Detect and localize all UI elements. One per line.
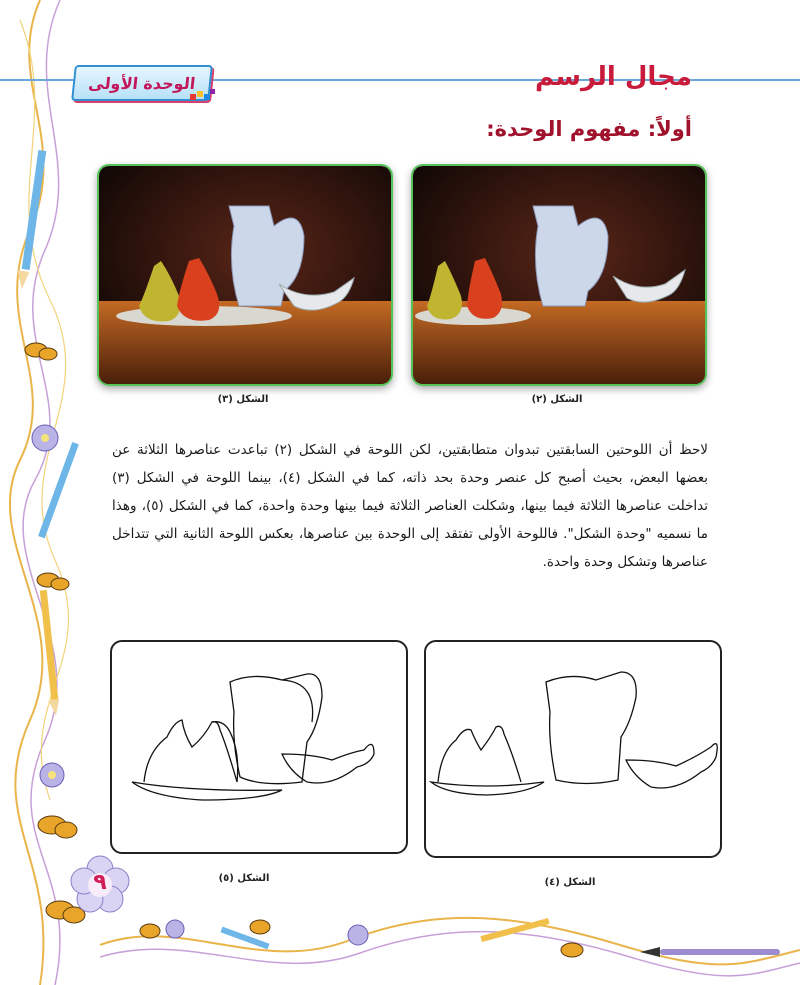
figure-4-sketch: [424, 640, 722, 858]
page-number: ٩: [93, 870, 107, 895]
still-life-painting: [413, 166, 705, 384]
left-decorative-border: [0, 0, 110, 985]
bottom-decorative-border: [100, 905, 800, 985]
outline-drawing: [112, 642, 406, 852]
figure-5-caption: الشكل (٥): [218, 873, 270, 884]
butterfly-icon: [250, 920, 270, 934]
figure-2-painting: [411, 164, 707, 386]
domain-title: مجال الرسم: [534, 62, 692, 92]
butterfly-icon: [140, 924, 160, 938]
paragraph-text: لاحظ أن اللوحتين السابقتين تبدوان متطابقتين، لكن اللوحة في الشكل (٢) تباعدت عناصرها الثلاثة عن بعضها البعض، بحيث أصبح كل عنصر وحدة بحد ذاته، كما في الشكل (٤)، بينما اللوحة في الشكل (٣) تداخلت عناصرها الثلاثة فيما بينها، وشكلت العناصر الثلاثة فيما بينها وحدة واحدة، كما في الشكل (٥)، وهذا ما نسميه "وحدة الشكل". فاللوحة الأولى تفتقد إلى الوحدة بين عناصرها، بعكس اللوحة الثانية التي تتداخل عناصرها وتشكل وحدة واحدة.: [112, 442, 709, 570]
butterfly-icon: [561, 943, 583, 957]
butterfly-icon: [25, 343, 57, 360]
figure-5-sketch: [110, 640, 408, 854]
section-title: أولاً: مفهوم الوحدة:: [486, 117, 692, 141]
unit-label: الوحدة الأولى: [87, 73, 197, 93]
flower-icon: [166, 920, 184, 938]
figure-4-caption: الشكل (٤): [544, 877, 596, 888]
butterfly-icon: [38, 816, 77, 838]
flower-icon: [40, 763, 64, 787]
figure-2-caption: الشكل (٢): [531, 394, 583, 405]
color-dots-icon: [190, 88, 216, 102]
pencil-icon: [38, 442, 79, 538]
flower-icon: [348, 925, 368, 945]
body-paragraph: [112, 436, 708, 576]
outline-drawing: [426, 642, 720, 856]
figure-3-painting: [97, 164, 393, 386]
butterfly-icon: [37, 573, 69, 590]
figure-3-caption: الشكل (٣): [217, 394, 269, 405]
flower-icon: [32, 425, 58, 451]
still-life-painting: [99, 166, 391, 384]
